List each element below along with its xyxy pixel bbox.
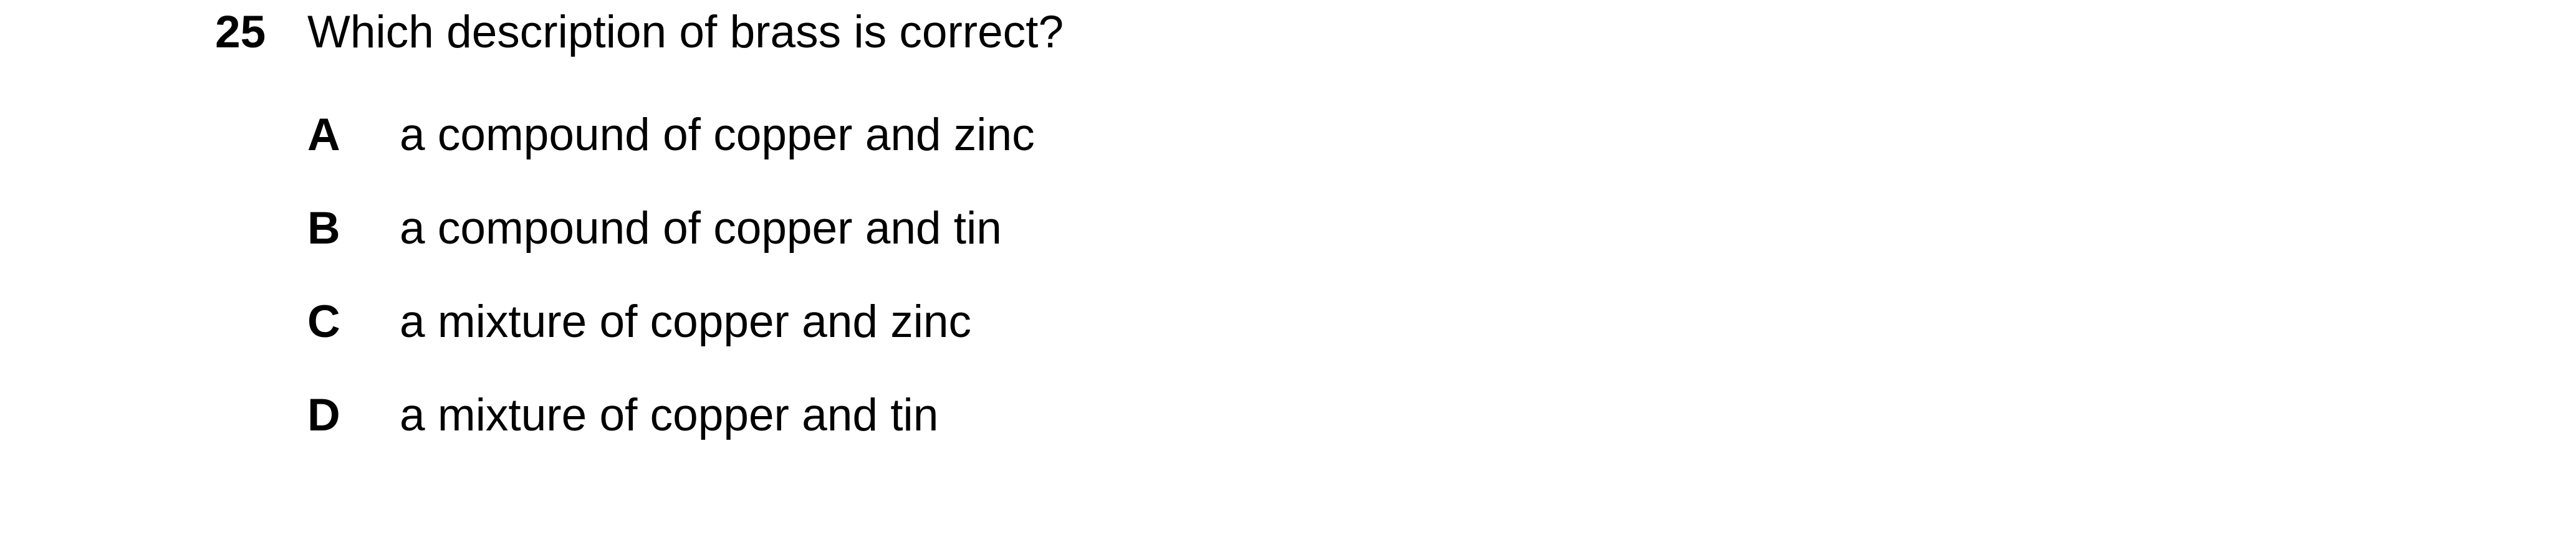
option-letter: A (307, 110, 340, 160)
option-b[interactable] (307, 201, 2459, 295)
answer-options (307, 108, 2459, 482)
option-text: a compound of copper and tin (400, 203, 1002, 254)
option-text: a mixture of copper and tin (400, 390, 939, 440)
option-letter: C (307, 297, 340, 347)
option-letter: B (307, 203, 340, 254)
option-letter: D (307, 390, 340, 440)
option-c[interactable] (307, 295, 2459, 388)
question-number: 25 (215, 7, 266, 57)
option-text: a mixture of copper and zinc (400, 297, 972, 347)
question-block (215, 5, 2459, 482)
question-text: Which description of brass is correct? (307, 7, 1064, 57)
question-header (215, 5, 2459, 60)
option-text: a compound of copper and zinc (400, 110, 1035, 160)
option-d[interactable] (307, 388, 2459, 482)
option-a[interactable] (307, 108, 2459, 201)
